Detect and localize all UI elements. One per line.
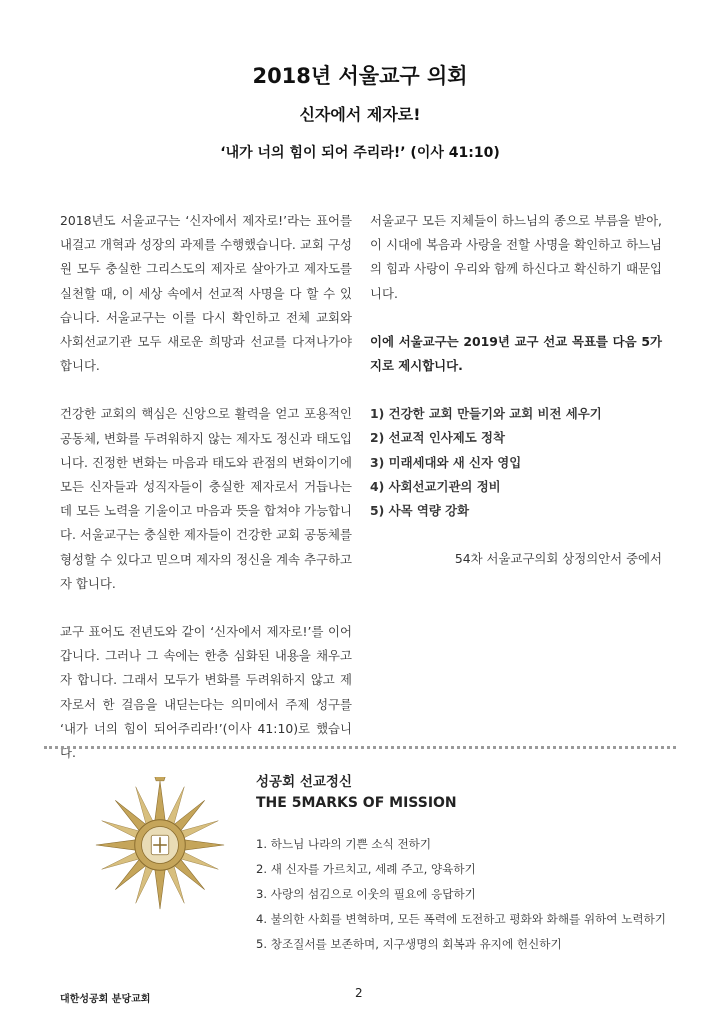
goal-item: 4) 사회선교기관의 정비	[370, 478, 501, 494]
mission-item: 1. 하느님 나라의 기쁜 소식 전하기	[256, 837, 432, 851]
left-column	[60, 209, 352, 789]
goal-item: 5) 사목 역량 강화	[370, 503, 470, 519]
section-divider	[44, 746, 676, 749]
goal-item: 3) 미래세대와 새 신자 영입	[370, 454, 522, 470]
paragraph: 교구 표어도 전년도와 같이 ‘신자에서 제자로!’를 이어갑니다. 그러나 그 속에는 한층 심화된 내용을 채우고자 합니다. 그래서 모두가 변화를 두려워하지 않고 제자로서 한 걸음을 내딛는다는 의미에서 주제 성구를 ‘내가 너의 힘이 되어주리라!’(이사 41:10)로 했습니다.	[60, 624, 352, 761]
mission-item: 2. 새 신자를 가르치고, 세례 주고, 양육하기	[256, 862, 476, 876]
mission-subtitle: THE 5MARKS OF MISSION	[256, 795, 457, 811]
paragraph: 건강한 교회의 핵심은 신앙으로 활력을 얻고 포용적인 공동체, 변화를 두려워하지 않는 제자도 정신과 태도입니다. 진정한 변화는 마음과 태도와 관점의 변화이기에 모든 신자들과 성직자들이 충실한 제자로서 거듭나는데 모든 노력을 기울이고 마음과 뜻을 합쳐야 가능합니다. 서울교구는 충실한 제자들이 건강한 교회 공동체를 형성할 수 있다고 믿으며 제자의 정신을 계속 추구하고자 합니다.	[60, 406, 352, 591]
paragraph: 2018년도 서울교구는 ‘신자에서 제자로!’라는 표어를 내걸고 개혁과 성장의 과제를 수행했습니다. 교회 구성원 모두 충실한 그리스도의 제자로 살아가고 제자도를 실천할 때, 이 세상 속에서 선교적 사명을 다 할 수 있습니다. 서울교구는 이를 다시 확인하고 전체 교회와 사회선교기관 모두 새로운 희망과 선교를 다져나가야 합니다.	[60, 213, 352, 374]
mission-title: 성공회 선교정신	[256, 774, 352, 790]
source-citation: 54차 서울교구의회 상정의안서 중에서	[454, 551, 662, 567]
compass-rose-emblem-icon	[92, 777, 228, 913]
goals-lead: 이에 서울교구는 2019년 교구 선교 목표를 다음 5가지로 제시합니다.	[370, 333, 662, 374]
right-column	[370, 209, 662, 571]
page-number: 2	[355, 986, 363, 1000]
goal-item: 1) 건강한 교회 만들기와 교회 비전 세우기	[370, 406, 602, 422]
goals-list	[370, 402, 662, 523]
mission-item: 5. 창조질서를 보존하며, 지구생명의 회복과 유지에 헌신하기	[256, 937, 562, 951]
mission-item: 4. 불의한 사회를 변혁하며, 모든 폭력에 도전하고 평화와 화해를 위하여 노력하기	[256, 912, 666, 926]
page-title: 2018년 서울교구 의회	[252, 64, 468, 88]
goal-item: 2) 선교적 인사제도 정착	[370, 430, 505, 446]
page-subtitle: 신자에서 제자로!	[299, 105, 421, 124]
mission-item: 3. 사랑의 섬김으로 이웃의 필요에 응답하기	[256, 887, 476, 901]
footer-org: 대한성공회 분당교회	[60, 994, 151, 1005]
emblem-mitre	[154, 777, 166, 781]
mission-list	[256, 832, 666, 957]
scripture-verse: ‘내가 너의 힘이 되어 주리라!’ (이사 41:10)	[220, 145, 500, 161]
paragraph: 서울교구 모든 지체들이 하느님의 종으로 부름을 받아, 이 시대에 복음과 사랑을 전할 사명을 확인하고 하느님의 힘과 사랑이 우리와 함께 하신다고 확신하기 때문입니다.	[370, 213, 662, 301]
